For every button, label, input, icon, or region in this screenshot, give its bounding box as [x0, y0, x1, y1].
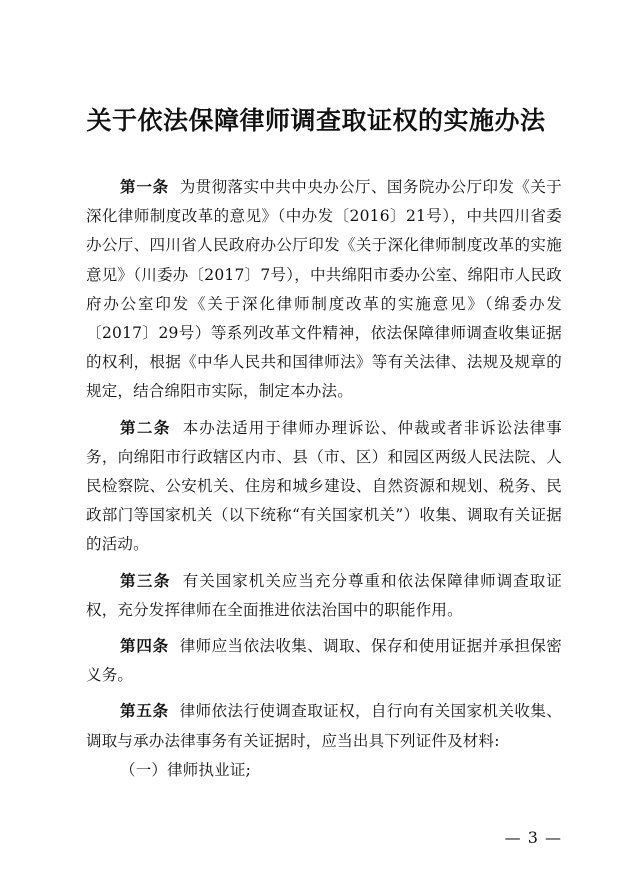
- article-1: [86, 172, 562, 407]
- article-label: 第三条: [120, 570, 171, 590]
- article-4: [86, 631, 562, 690]
- article-text: 有关国家机关应当充分尊重和依法保障律师调查取证权，充分发挥律师在全面推进依法治国中的职能作用。: [86, 571, 562, 619]
- article-label: 第五条: [120, 701, 170, 721]
- article-3: [86, 566, 562, 625]
- article-text: 律师应当依法收集、调取、保存和使用证据并承担保密义务。: [86, 637, 562, 685]
- article-5: [86, 696, 562, 755]
- document-body: [86, 172, 562, 785]
- article-text: 本办法适用于律师办理诉讼、仲裁或者非诉讼法律事务，向绵阳市行政辖区内市、县（市、区）和园区两级人民法院、人民检察院、公安机关、住房和城乡建设、自然资源和规划、税务、民政部门等国家机关（以下统称“有关国家机关”）收集、调取有关证据的活动。: [86, 418, 562, 554]
- list-item-1: （一）律师执业证;: [120, 760, 252, 779]
- document-title: 关于依法保障律师调查取证权的实施办法: [86, 106, 546, 135]
- page-number: — 3 —: [504, 828, 562, 847]
- article-2: [86, 413, 562, 560]
- article-text: 为贯彻落实中共中央办公厅、国务院办公厅印发《关于深化律师制度改革的意见》（中办发〔2016〕21号），中共四川省委办公厅、四川省人民政府办公厅印发《关于深化律师制度改革的实施意见》（川委办〔2017〕7号），中共绵阳市委办公室、绵阳市人民政府办公室印发《关于深化律师制度改革的实施意见》（绵委办发〔2017〕29号）等系列改革文件精神，依法保障律师调查收集证据的权利，根据《中华人民共和国律师法》等有关法律、法规及规章的规定，结合绵阳市实际，制定本办法。: [86, 178, 562, 401]
- article-label: 第二条: [120, 417, 171, 437]
- article-text: 律师依法行使调查取证权，自行向有关国家机关收集、调取与承办法律事务有关证据时，应当出具下列证件及材料:: [86, 702, 562, 750]
- article-label: 第四条: [120, 636, 170, 656]
- article-label: 第一条: [120, 177, 170, 196]
